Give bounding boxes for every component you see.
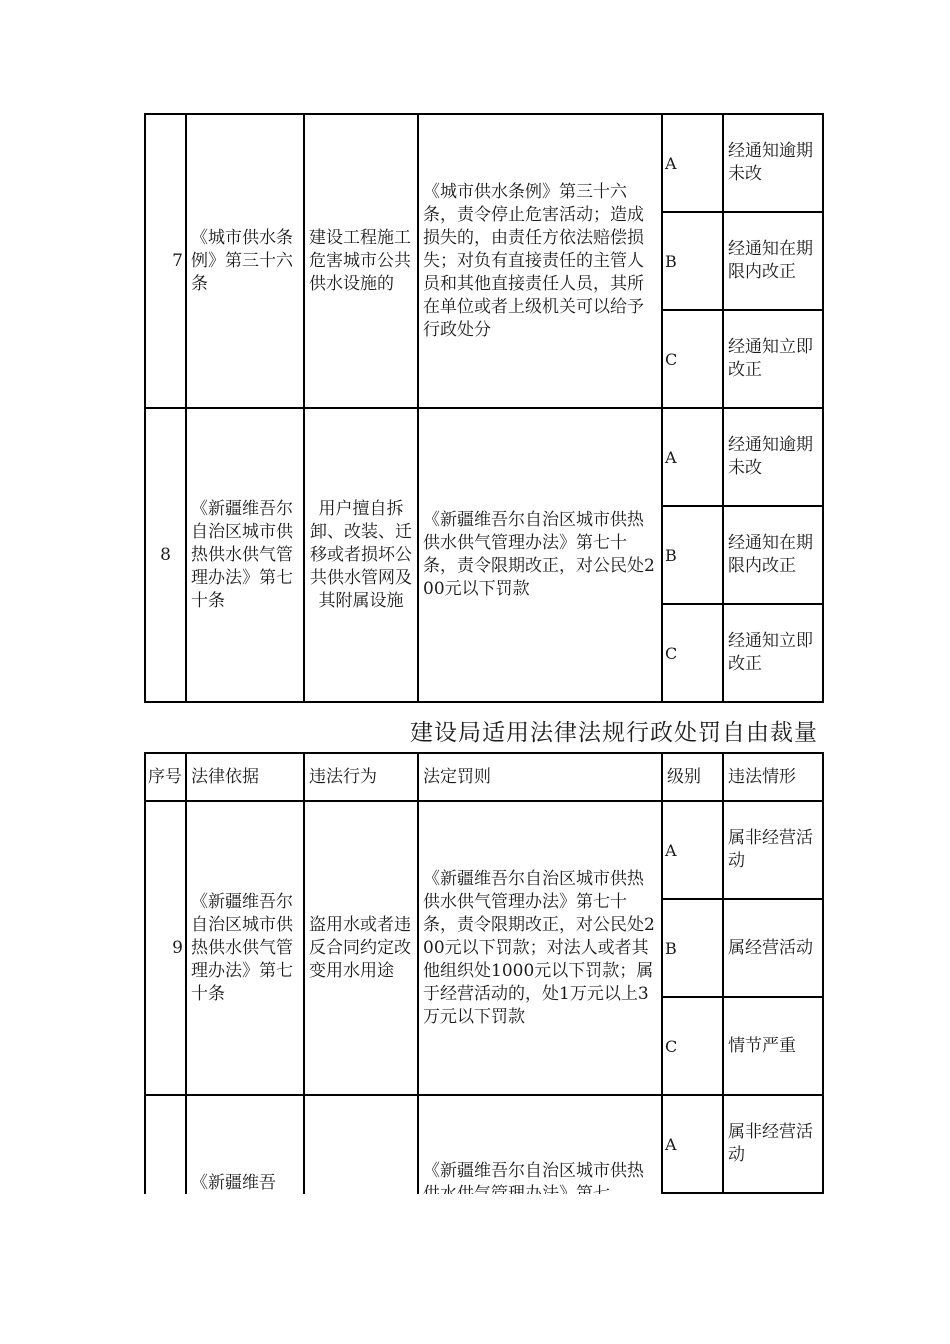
row-penalty: 《新疆维吾尔自治区城市供热供水供气管理办法》第七十条，责令限期改正，对公民处200元以下罚款；对法人或者其他组织处1000元以下罚款；属于经营活动的，处1万元以上3万元以下罚款 — [418, 801, 662, 1095]
row-situation: 属非经营活动 — [723, 1095, 823, 1193]
title-clip-mask — [822, 705, 950, 751]
row-situation: 情节严重 — [723, 997, 823, 1095]
row-level: B — [662, 899, 723, 997]
row-level: C — [662, 604, 723, 702]
row-penalty: 《新疆维吾尔自治区城市供热供水供气管理办法》第七十条，责令限期改正，对公民处200元以下罚款 — [418, 408, 662, 702]
row-penalty: 《城市供水条例》第三十六条，责令停止危害活动；造成损失的，由责任方依法赔偿损失；对负有直接责任的主管人员和其他直接责任人员，其所在单位或者上级机关可以给予行政处分 — [418, 114, 662, 408]
row-legal-basis: 《新疆维吾 — [186, 1095, 304, 1291]
page-bottom-clip — [0, 1194, 950, 1344]
row-situation: 经通知逾期未改 — [723, 408, 823, 506]
row-level: C — [662, 997, 723, 1095]
header-seq: 序号 — [145, 753, 186, 801]
row-situation: 经通知立即改正 — [723, 310, 823, 408]
row-situation: 经通知立即改正 — [723, 604, 823, 702]
row-level: A — [662, 801, 723, 899]
row-seq: 7 — [145, 114, 186, 408]
row-violation: 用户擅自拆卸、改装、迁移或者损坏公共供水管网及其附属设施 — [304, 408, 418, 702]
header-level: 级别 — [662, 753, 723, 801]
header-violation: 违法行为 — [304, 753, 418, 801]
row-violation: 盗用水或者违反合同约定改变用水用途 — [304, 801, 418, 1095]
row-situation: 经通知在期限内改正 — [723, 506, 823, 604]
row-level: C — [662, 310, 723, 408]
row-situation: 属非经营活动 — [723, 801, 823, 899]
row-level: A — [662, 1095, 723, 1193]
header-penalty: 法定罚则 — [418, 753, 662, 801]
penalty-table-top — [144, 113, 824, 703]
row-violation: 建设工程施工危害城市公共供水设施的 — [304, 114, 418, 408]
row-penalty: 《新疆维吾尔自治区城市供热 — [418, 1095, 662, 1291]
row-situation: 经通知在期限内改正 — [723, 212, 823, 310]
row-legal-basis: 《城市供水条例》第三十六条 — [186, 114, 304, 408]
row-situation: 属经营活动 — [723, 899, 823, 997]
row-level: B — [662, 506, 723, 604]
row-seq: 9 — [145, 801, 186, 1095]
row-level: A — [662, 408, 723, 506]
row-level: A — [662, 114, 723, 212]
row-seq: 8 — [145, 408, 186, 702]
row-legal-basis: 《新疆维吾尔自治区城市供热供水供气管理办法》第七十条 — [186, 801, 304, 1095]
row-legal-basis: 《新疆维吾尔自治区城市供热供水供气管理办法》第七十条 — [186, 408, 304, 702]
header-legal-basis: 法律依据 — [186, 753, 304, 801]
row-situation: 经通知逾期未改 — [723, 114, 823, 212]
row-level: B — [662, 212, 723, 310]
page-title: 建设局适用法律法规行政处罚自由裁量 — [410, 720, 818, 746]
header-situation: 违法情形 — [723, 753, 823, 801]
